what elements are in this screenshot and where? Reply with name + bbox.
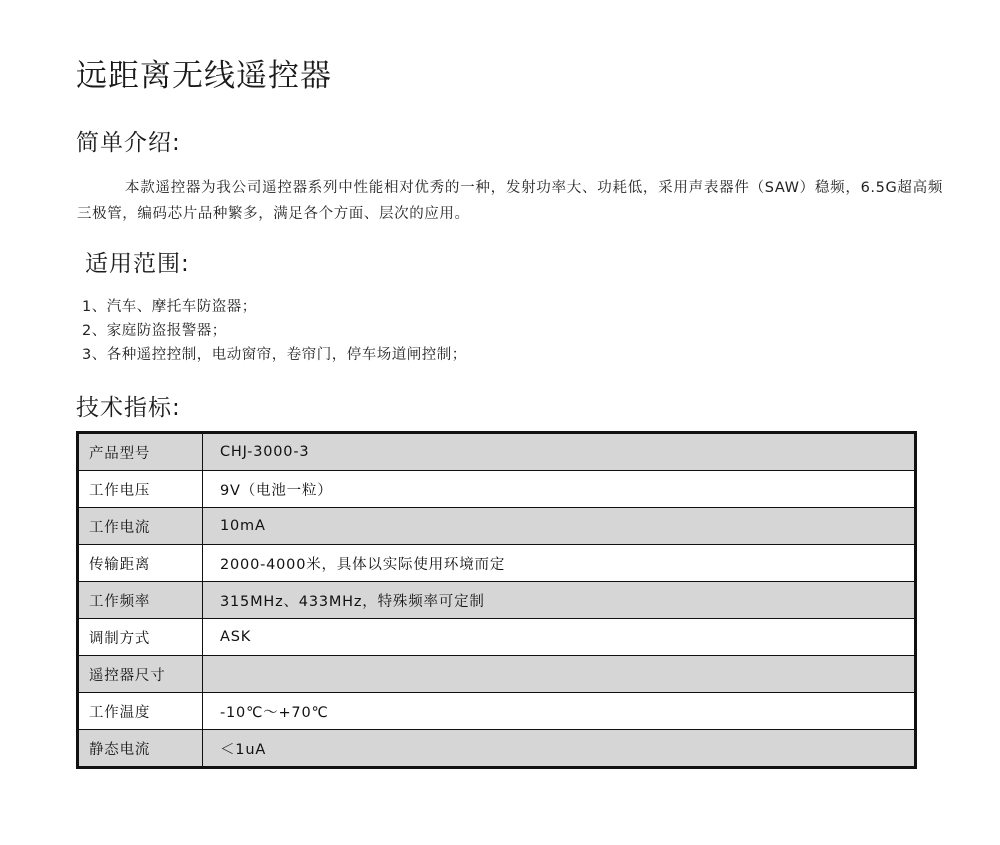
- table-row: [78, 545, 916, 582]
- spec-label: 工作电流: [78, 508, 203, 545]
- spec-label: 调制方式: [78, 619, 203, 656]
- spec-value: 315MHz、433MHz，特殊频率可定制: [203, 582, 916, 619]
- spec-value: 2000-4000米，具体以实际使用环境而定: [203, 545, 916, 582]
- scope-item: 3、各种遥控控制，电动窗帘，卷帘门，停车场道闸控制；: [82, 347, 467, 363]
- table-row: [78, 619, 916, 656]
- spec-value: 10mA: [203, 508, 916, 545]
- table-row: [78, 730, 916, 768]
- table-row: [78, 582, 916, 619]
- spec-value: ＜1uA: [203, 730, 916, 768]
- spec-label: 静态电流: [78, 730, 203, 768]
- table-row: [78, 471, 916, 508]
- spec-label: 产品型号: [78, 433, 203, 471]
- spec-value: -10℃～+70℃: [203, 693, 916, 730]
- spec-heading: 技术指标:: [76, 395, 181, 421]
- spec-label: 工作温度: [78, 693, 203, 730]
- scope-heading: 适用范围:: [85, 251, 190, 277]
- spec-value: 9V（电池一粒）: [203, 471, 916, 508]
- table-row: [78, 693, 916, 730]
- table-row: [78, 656, 916, 693]
- scope-item: 1、汽车、摩托车防盗器；: [82, 299, 257, 315]
- scope-list: [82, 295, 467, 367]
- spec-label: 传输距离: [78, 545, 203, 582]
- intro-heading: 简单介绍:: [76, 130, 181, 156]
- page-title: 远距离无线遥控器: [76, 58, 332, 94]
- spec-label: 工作电压: [78, 471, 203, 508]
- intro-paragraph: 本款遥控器为我公司遥控器系列中性能相对优秀的一种，发射功率大、功耗低，采用声表器件（SAW）稳频，6.5G超高频三极管，编码芯片品种繁多，满足各个方面、层次的应用。: [77, 180, 943, 222]
- spec-label: 工作频率: [78, 582, 203, 619]
- scope-item: 2、家庭防盗报警器；: [82, 323, 227, 339]
- spec-label: 遥控器尺寸: [78, 656, 203, 693]
- spec-value: [203, 656, 916, 693]
- spec-value: CHJ-3000-3: [203, 433, 916, 471]
- table-row: [78, 508, 916, 545]
- spec-value: ASK: [203, 619, 916, 656]
- spec-table: [76, 431, 917, 769]
- table-row: [78, 433, 916, 471]
